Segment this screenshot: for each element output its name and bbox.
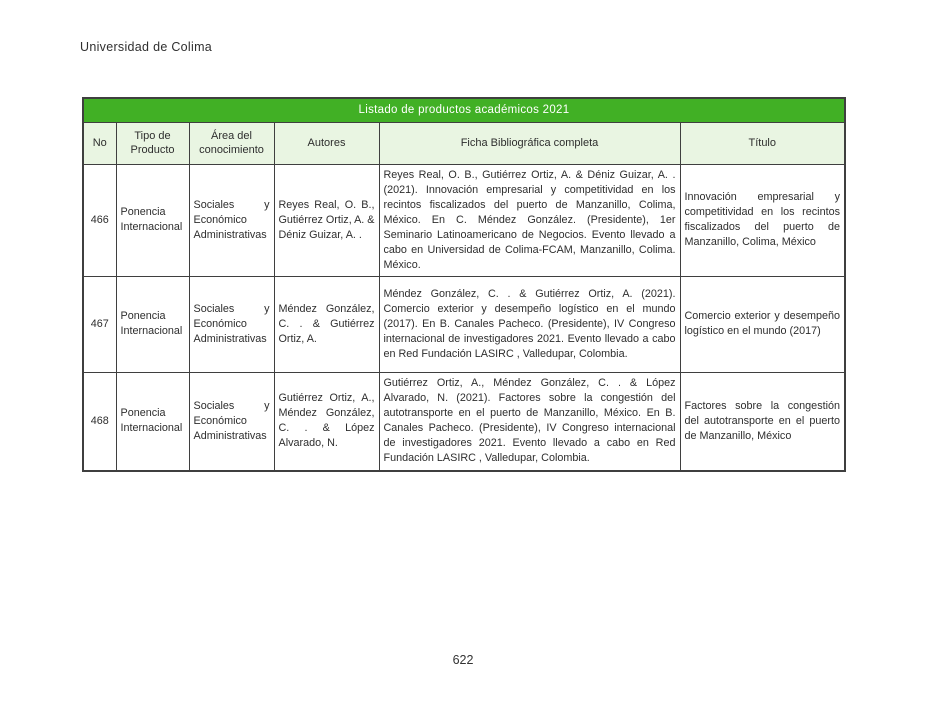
column-header-area: Área del conocimiento [189,122,274,164]
cell-autores: Méndez González, C. . & Gutiérrez Ortiz, A. [274,276,379,372]
cell-area: Sociales y Económico Administrativas [189,372,274,471]
cell-area: Sociales y Económico Administrativas [189,276,274,372]
column-header-tipo: Tipo de Producto [116,122,189,164]
table-title: Listado de productos académicos 2021 [83,98,845,122]
column-header-titulo: Título [680,122,845,164]
table-row [83,164,845,276]
table-row [83,372,845,471]
products-table [82,97,846,472]
products-table-container [82,97,844,472]
cell-titulo: Comercio exterior y desempeño logístico en el mundo (2017) [680,276,845,372]
cell-ficha: Reyes Real, O. B., Gutiérrez Ortiz, A. & Déniz Guizar, A. . (2021). Innovación empresarial y competitividad en los recintos fiscalizados del puerto de Manzanillo, Colima, México. En C. Méndez González. (Presidente), 1er Seminario Latinoamericano de Negocios. Evento llevado a cabo en Universidad de Colima-FCAM, Manzanillo, Colima. México. [379,164,680,276]
cell-tipo-producto: Ponencia Internacional [116,164,189,276]
column-header-autores: Autores [274,122,379,164]
table-header-row [83,122,845,164]
university-name: Universidad de Colima [80,40,213,54]
cell-tipo-producto: Ponencia Internacional [116,276,189,372]
cell-area: Sociales y Económico Administrativas [189,164,274,276]
column-header-ficha: Ficha Bibliográfica completa [379,122,680,164]
cell-tipo-producto: Ponencia Internacional [116,372,189,471]
cell-autores: Reyes Real, O. B., Gutiérrez Ortiz, A. & Déniz Guizar, A. . [274,164,379,276]
cell-no: 467 [83,276,116,372]
cell-no: 466 [83,164,116,276]
table-title-row [83,98,845,122]
table-row [83,276,845,372]
cell-autores: Gutiérrez Ortiz, A., Méndez González, C. . & López Alvarado, N. [274,372,379,471]
page-number: 622 [452,653,474,667]
cell-ficha: Gutiérrez Ortiz, A., Méndez González, C. . & López Alvarado, N. (2021). Factores sobre la congestión del autotransporte en el puerto de Manzanillo, México. En B. Canales Pacheco. (Presidente), IV Congreso internacional de investigadores 2021. Evento llevado a cabo en Red Fundación LASIRC , Valledupar, Colombia. [379,372,680,471]
cell-ficha: Méndez González, C. . & Gutiérrez Ortiz, A. (2021). Comercio exterior y desempeño logístico en el mundo (2017). En B. Canales Pacheco. (Presidente), IV Congreso internacional de investigadores 2021. Evento llevado a cabo en Red Fundación LASIRC , Valledupar, Colombia. [379,276,680,372]
column-header-no: No [83,122,116,164]
cell-no: 468 [83,372,116,471]
cell-titulo: Innovación empresarial y competitividad en los recintos fiscalizados del puerto de Manzanillo, Colima, México [680,164,845,276]
cell-titulo: Factores sobre la congestión del autotransporte en el puerto de Manzanillo, México [680,372,845,471]
